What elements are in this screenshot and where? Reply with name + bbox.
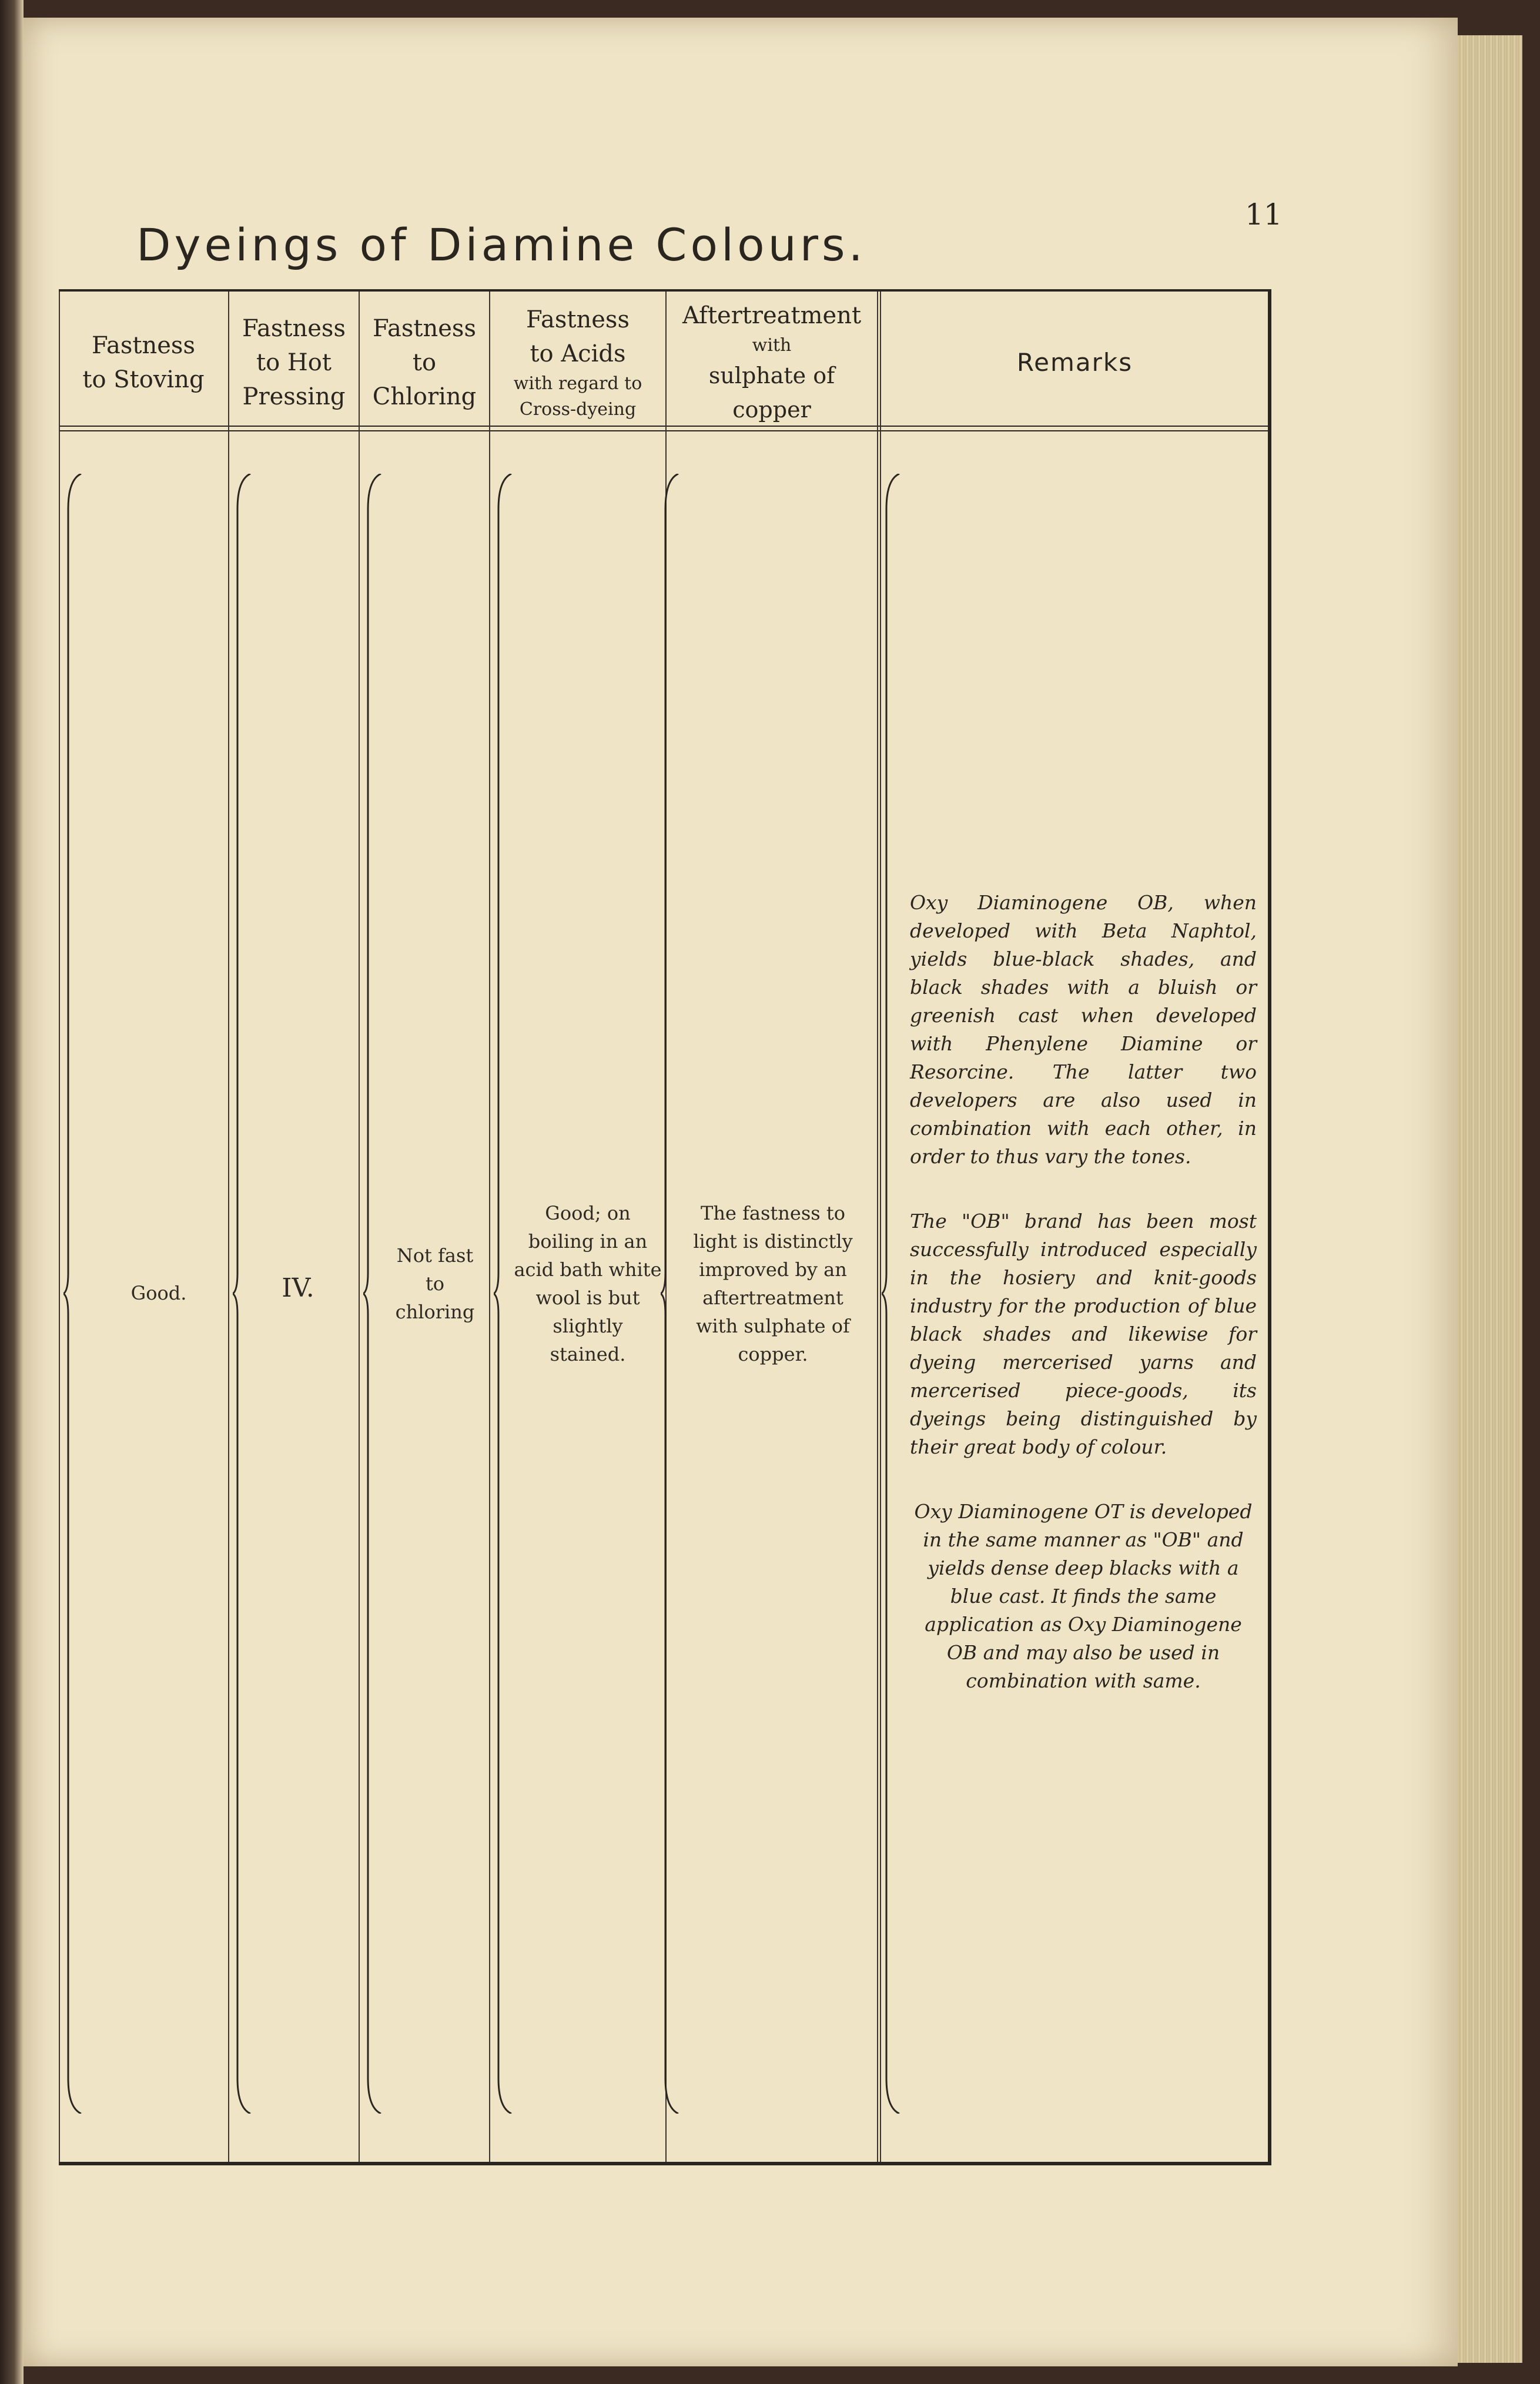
- cell-aftertreatment-line: with sulphate of: [696, 1315, 850, 1337]
- cell-acids-line: stained.: [550, 1343, 626, 1365]
- header-remarks-label: Remarks: [1016, 347, 1133, 377]
- header-chloring: [360, 302, 489, 423]
- header-hot-pressing: [229, 302, 359, 423]
- cell-stoving: Good.: [130, 1282, 187, 1304]
- brace-stoving: [63, 474, 85, 2114]
- cell-acids-line: slightly: [553, 1315, 623, 1337]
- column-line-left: [59, 292, 60, 2162]
- brace-hot-pressing: [233, 474, 254, 2114]
- header-acids-line4: Cross-dyeing: [519, 399, 637, 420]
- page-edges: [1458, 35, 1522, 2363]
- book-spine-left: [0, 0, 24, 2384]
- header-acids-line3: with regard to: [513, 373, 642, 394]
- column-line-3: [489, 292, 490, 2162]
- header-aftertreatment-line1: Aftertreatment: [682, 302, 862, 329]
- header-remarks: [882, 302, 1268, 423]
- cell-acids-line: wool is but: [535, 1287, 640, 1309]
- header-aftertreatment: [667, 302, 877, 423]
- header-stoving: [59, 302, 228, 423]
- cell-aftertreatment-line: The fastness to: [701, 1202, 845, 1224]
- header-aftertreatment-line3: sulphate of copper: [708, 362, 835, 423]
- header-hot-pressing-line3: Pressing: [242, 383, 346, 410]
- cell-remarks: [910, 889, 1257, 1732]
- brace-remarks: [882, 474, 903, 2114]
- header-double-rule: [59, 426, 1268, 431]
- cell-chloring: [382, 1241, 488, 1326]
- page-title: Dyeings of Diamine Colours.: [136, 219, 866, 271]
- cell-acids-line: Good; on: [545, 1202, 631, 1224]
- header-acids-line2: to Acids: [530, 340, 626, 367]
- remarks-paragraph-ob-brand: The "OB" brand has been most successfully introduced especially in the hosiery and knit-goods industry for the production of blue black shades and likewise for dyeing mercerised yarns and mercerised piece-goods, its dyeings being distinguished by their great body of colour.: [910, 1210, 1257, 1458]
- cell-aftertreatment-line: light is distinctly: [693, 1230, 853, 1253]
- header-acids: [490, 302, 665, 423]
- cell-aftertreatment-line: copper.: [738, 1343, 808, 1365]
- cell-acids: [511, 1199, 664, 1368]
- cell-aftertreatment-line: aftertreatment: [702, 1287, 843, 1309]
- brace-chloring: [363, 474, 384, 2114]
- page-number: 11: [1245, 197, 1283, 232]
- column-line-1: [228, 292, 229, 2162]
- book-cover-right: [1522, 12, 1540, 2384]
- header-chloring-line1: Fastness: [373, 314, 476, 342]
- cell-hot-pressing: IV.: [282, 1273, 314, 1303]
- cell-acids-line: acid bath white: [514, 1258, 662, 1281]
- column-line-2: [359, 292, 360, 2162]
- header-chloring-line2: to: [412, 349, 437, 376]
- remarks-paragraph-ot: Oxy Diaminogene OT is developed in the same manner as "OB" and yields dense deep blacks with a blue cast. It finds the same application as Oxy Diaminogene OB and may also be used in combination with same.: [914, 1500, 1253, 1692]
- remarks-paragraph-ob: Oxy Diaminogene OB, when developed with Beta Naphtol, yields blue-black shades, and black shades with a bluish or greenish cast when developed with Phenylene Diamine or Resorcine. The latter two developers are also used in combination with each other, in order to thus vary the tones.: [910, 891, 1257, 1168]
- header-aftertreatment-line2: with: [752, 334, 792, 356]
- header-hot-pressing-line1: Fastness: [242, 314, 346, 342]
- cell-aftertreatment-line: improved by an: [699, 1258, 847, 1281]
- column-line-5: [877, 292, 881, 2162]
- header-hot-pressing-line2: to Hot: [256, 349, 332, 376]
- cell-acids-line: boiling in an: [528, 1230, 648, 1253]
- header-acids-line1: Fastness: [526, 306, 630, 333]
- header-stoving-line1: Fastness: [92, 332, 195, 359]
- header-stoving-line2: to Stoving: [82, 366, 205, 393]
- cell-chloring-line: to: [425, 1273, 445, 1295]
- cell-chloring-line: Not fast: [396, 1244, 474, 1267]
- header-chloring-line3: Chloring: [372, 383, 477, 410]
- cell-chloring-line: chloring: [395, 1301, 475, 1323]
- cell-aftertreatment: [676, 1199, 870, 1368]
